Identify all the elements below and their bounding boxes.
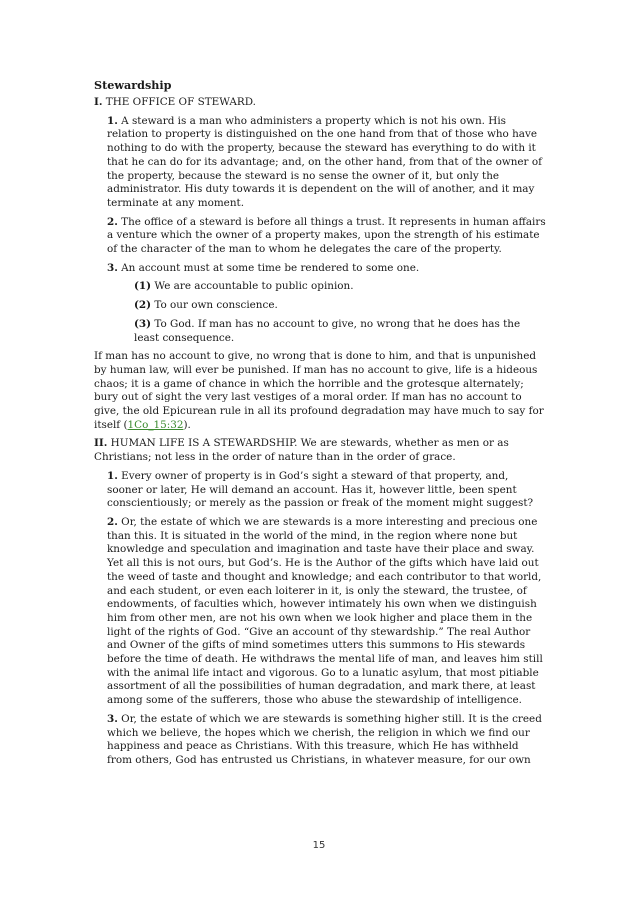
point-number: 2.	[107, 515, 118, 528]
point-number: 2.	[107, 215, 118, 228]
point-text: Or, the estate of which we are stewards is something higher still. It is the creed which we believe, the hopes which we cherish, the religion in which we find our happiness and peace as Christians. With this treasure, which He has withheld from others, God has entrusted us Christians, in whatever measure, for our own	[107, 712, 542, 766]
section-text: HUMAN LIFE IS A STEWARDSHIP. We are stewards, whether as men or as Christians; not less in the order of nature than in the order of grace.	[94, 437, 509, 464]
point-text: The office of a steward is before all things a trust. It represents in human affairs a venture which the owner of a property makes, upon the strength of his estimate of the character of the man to whom he delegates the care of the property.	[107, 215, 546, 256]
body-paragraph	[94, 350, 546, 432]
point-text: A steward is a man who administers a property which is not his own. His relation to property is distinguished on the one hand from that of those who have nothing to do with the property, because the steward has everything to do with it that he can do for its advantage; and, on the other hand, from that of the owner of the property, because the steward is no sense the owner of it, but only the administrator. His duty towards it is dependent on the will of another, and it may terminate at any moment.	[107, 114, 542, 209]
page-content	[94, 78, 546, 773]
subpoint-3	[134, 318, 546, 345]
section-number: I.	[94, 96, 103, 108]
point-number: 3.	[107, 712, 118, 725]
body-text-end: ).	[183, 418, 191, 431]
section-number: II.	[94, 437, 108, 450]
point-ii-2	[107, 516, 546, 708]
scripture-reference-link[interactable]: 1Co_15:32	[127, 418, 184, 431]
page-title: Stewardship	[94, 78, 172, 92]
point-3	[107, 262, 546, 276]
section-heading-text: THE OFFICE OF STEWARD.	[105, 96, 256, 108]
subpoint-text: We are accountable to public opinion.	[154, 280, 354, 293]
point-number: 3.	[107, 261, 118, 274]
subpoint-text: To our own conscience.	[154, 299, 278, 312]
point-text: Every owner of property is in God’s sight a steward of that property, and, sooner or later, He will demand an account. Has it, however little, been spent conscientiously; or merely as the passion or freak of the moment might suggest?	[107, 469, 534, 510]
point-2	[107, 216, 546, 257]
subpoint-number: (1)	[134, 280, 152, 293]
point-number: 1.	[107, 114, 118, 127]
point-number: 1.	[107, 469, 118, 482]
subpoint-number: (3)	[134, 317, 152, 330]
subpoint-1	[134, 280, 546, 294]
subpoint-2	[134, 299, 546, 313]
page-number: 15	[312, 840, 326, 851]
point-1	[107, 115, 546, 211]
point-ii-1	[107, 470, 546, 511]
subpoint-number: (2)	[134, 299, 152, 312]
point-text: An account must at some time be rendered to some one.	[121, 261, 420, 274]
point-ii-3	[107, 713, 546, 768]
section-heading-1	[94, 96, 546, 110]
body-text: If man has no account to give, no wrong that is done to him, and that is unpunished by human law, will ever be punished. If man has no account to give, life is a hideous chaos; it is a game of chance in which the horrible and the grotesque alternately; bury out of sight the very last vestiges of a moral order. If man has no account to give, the old Epicurean rule in all its profound degradation may have much to say for itself (	[94, 350, 544, 431]
point-text: Or, the estate of which we are stewards is a more interesting and precious one than this. It is situated in the world of the mind, in the region where none but knowledge and speculation and imagination and taste have their place and sway. Yet all this is not ours, but God’s. He is the Author of the gifts which have laid out the weed of taste and thought and knowledge; and each contributor to that world, and each student, or even each loiterer in it, is only the steward, the trustee, of endowments, of faculties which, however intimately his own when we distinguish him from other men, are not his own when we look higher and place them in the light of the rights of God. “Give an account of thy stewardship.” The real Author and Owner of the gifts of mind sometimes utters this summons to His stewards before the time of death. He withdraws the mental life of man, and leaves him still with the animal life intact and vigorous. Go to a lunatic asylum, that most pitiable assortment of all the possibilities of human degradation, and mark there, at least among some of the sufferers, those who abuse the stewardship of intelligence.	[107, 515, 543, 707]
subpoint-text: To God. If man has no account to give, no wrong that he does has the least consequence.	[134, 317, 521, 344]
section-heading-2	[94, 437, 546, 464]
